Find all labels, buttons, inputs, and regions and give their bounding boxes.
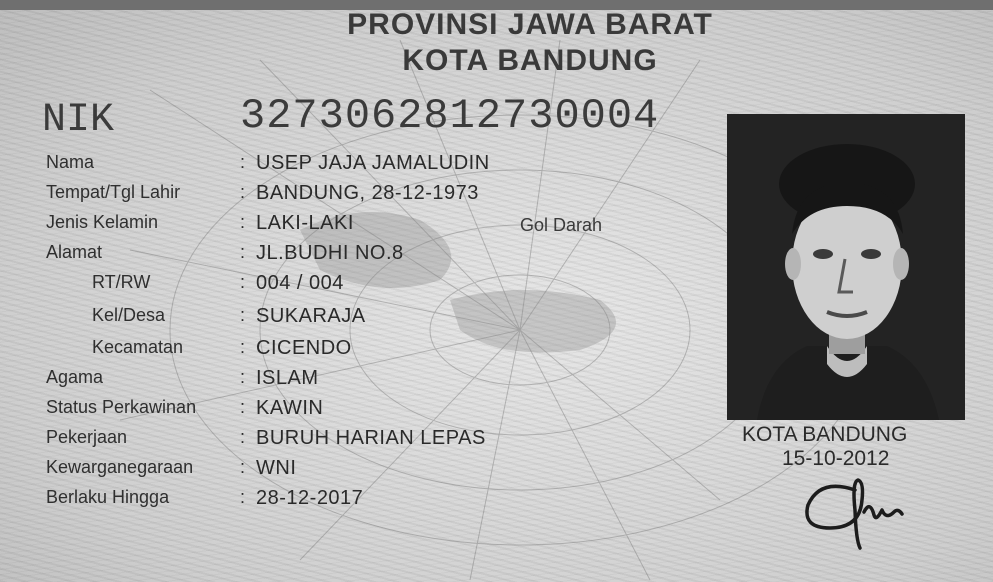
id-photo [727,114,965,420]
field-value: ISLAM [256,367,319,389]
field-value: BANDUNG, 28-12-1973 [256,182,479,204]
field-colon: : [240,212,246,232]
field-label: Jenis Kelamin [46,212,159,232]
field-colon: : [240,152,246,172]
field-colon: : [240,337,246,357]
field-colon: : [240,182,246,202]
signature-image [800,470,910,550]
field-value: 28-12-2017 [256,487,364,509]
field-label: Alamat [46,242,103,262]
field-value: WNI [256,457,297,479]
field-colon: : [240,397,246,417]
field-value: USEP JAJA JAMALUDIN [256,152,490,174]
nik-label: NIK [42,98,115,143]
field-label: RT/RW [92,272,151,292]
field-value: LAKI-LAKI [256,212,354,234]
field-label: Tempat/Tgl Lahir [46,182,181,202]
portrait-image [727,114,965,420]
field-label: Pekerjaan [46,427,128,447]
field-colon: : [240,367,246,387]
nik-value: 3273062812730004 [240,92,660,140]
field-label: Nama [46,152,95,172]
field-colon: : [240,272,246,292]
field-value: CICENDO [256,337,352,359]
field-colon: : [240,242,246,262]
field-label: Kel/Desa [92,305,166,325]
field-colon: : [240,457,246,477]
province-title: PROVINSI JAWA BARAT [347,8,713,41]
field-value: 004 / 004 [256,272,344,294]
field-value: BURUH HARIAN LEPAS [256,427,486,449]
field-label: Agama [46,367,104,387]
blood-type-label: Gol Darah [520,215,603,235]
field-colon: : [240,487,246,507]
field-label: Status Perkawinan [46,397,197,417]
city-title: KOTA BANDUNG [402,44,658,77]
field-colon: : [240,305,246,325]
field-value: SUKARAJA [256,305,366,327]
issue-date: 15-10-2012 [782,447,890,470]
field-label: Berlaku Hingga [46,487,170,507]
issue-city: KOTA BANDUNG [742,423,908,446]
field-colon: : [240,427,246,447]
field-value: KAWIN [256,397,324,419]
field-label: Kewarganegaraan [46,457,194,477]
field-value: JL.BUDHI NO.8 [256,242,404,264]
field-label: Kecamatan [92,337,184,357]
